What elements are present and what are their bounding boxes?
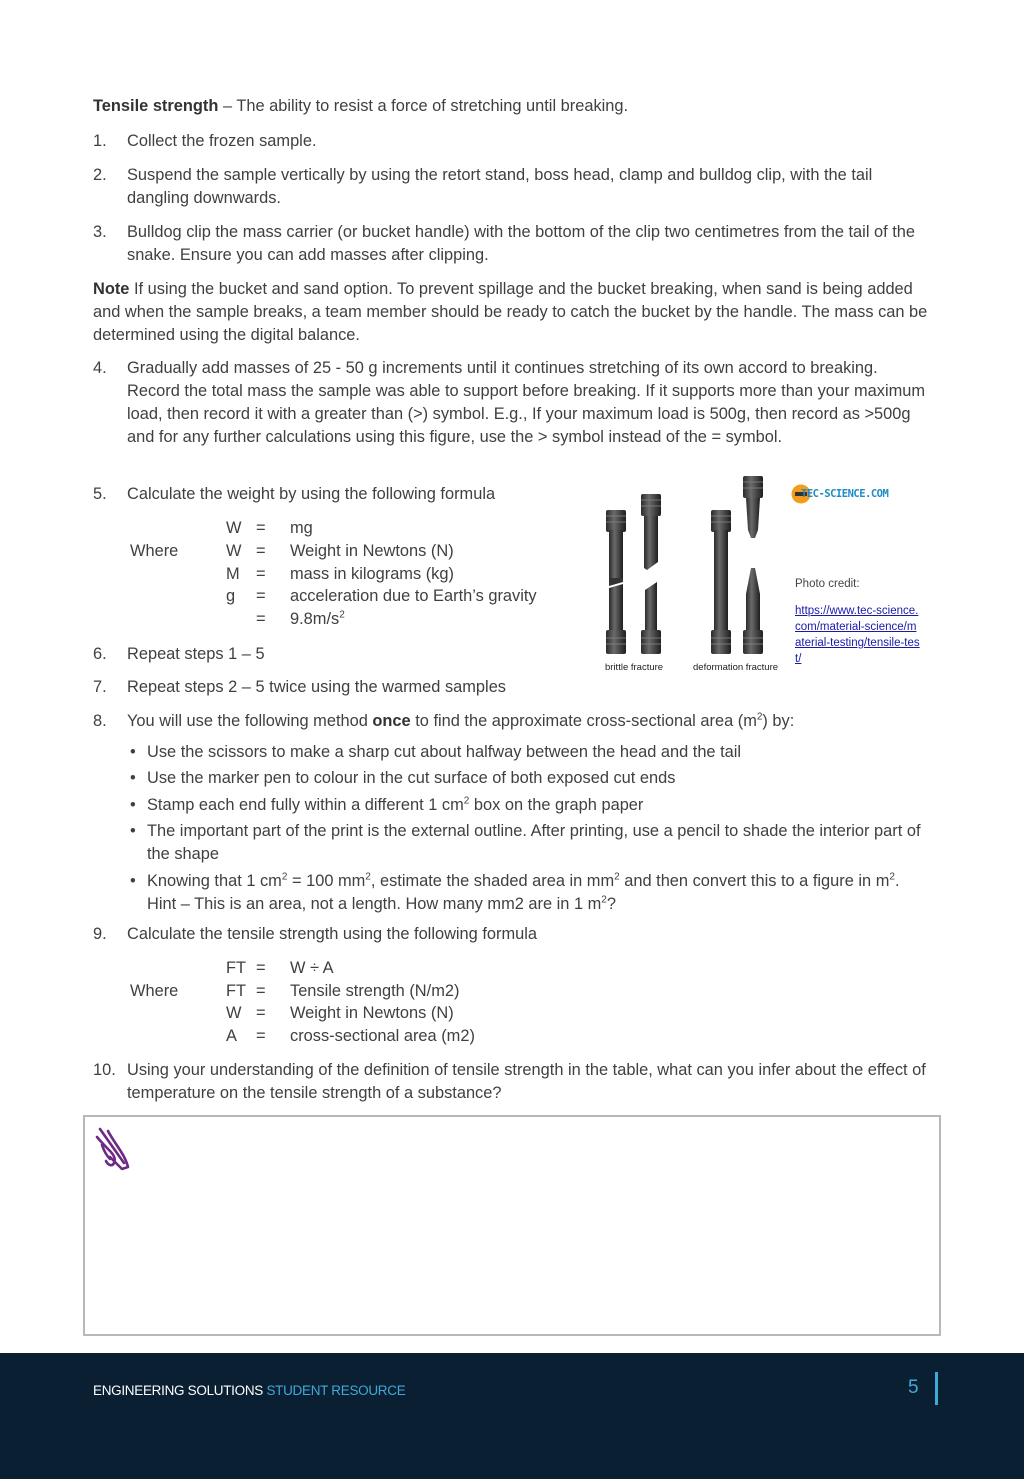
fracture-specimens-image [595, 472, 785, 672]
formula-definition: $9.8m/s^2$ [290, 609, 345, 628]
step-text: Using your understanding of the definition of tensile strength in the table, what can you infer about the effect of temperature on the tensile strength of a substance? [127, 1061, 926, 1102]
formula-symbol: A [226, 1027, 237, 1045]
brittle-fracture-caption: brittle fracture [605, 662, 664, 673]
formula-definition: W ÷ A [290, 959, 334, 977]
formula-definition: mass in kilograms (kg) [290, 565, 454, 583]
page-number: 5 [908, 1377, 919, 1398]
formula-definition: Weight in Newtons (N) [290, 542, 454, 560]
formula-equals: = [256, 1004, 266, 1022]
note-text: If using the bucket and sand option. To prevent spillage and the bucket breaking, when sand is being added and when the sample breaks, a team member should be ready to catch the bucket by the handle. The mass can be determined using the digital balance. [93, 280, 928, 344]
formula-equals: = [256, 1027, 266, 1045]
formula-definition: Tensile strength (N/m2) [290, 982, 460, 1000]
formula-definition: Weight in Newtons (N) [290, 1004, 454, 1022]
definition-text: – The ability to resist a force of stretching until breaking. [218, 97, 629, 115]
formula-definition: cross-sectional area (m2) [290, 1027, 475, 1045]
step-number: 9. [93, 925, 107, 943]
list-item: Use the scissors to make a sharp cut about halfway between the head and the tail [147, 743, 742, 761]
bullet-dot: • [130, 769, 136, 787]
bullet-dot: • [130, 743, 136, 761]
formula-equals: = [256, 959, 266, 977]
list-item: Stamp each end fully within a different 1 $cm^2$ box on the graph paper [147, 795, 644, 814]
formula-symbol: FT [226, 982, 247, 1000]
formula-symbol: FT [226, 959, 247, 977]
step-number: 3. [93, 223, 107, 241]
pen-hand-icon [94, 1125, 134, 1173]
footer-brand-name: ENGINEERING SOLUTIONS [93, 1383, 263, 1398]
formula-definition: mg [290, 519, 313, 537]
step-text: Repeat steps 2 – 5 twice using the warmed samples [127, 678, 507, 696]
step-text: You will use the following method once to find the approximate cross-sectional area $(m^2)$ by: [127, 711, 795, 730]
formula-symbol: g [226, 587, 236, 605]
step-number: 7. [93, 678, 107, 696]
formula-equals: = [256, 610, 266, 628]
deformation-fracture-caption: deformation fracture [693, 662, 779, 673]
definition-line [93, 95, 928, 118]
formula-equals: = [256, 565, 266, 583]
bullet-dot: • [130, 872, 136, 890]
formula-symbol: W [226, 519, 242, 537]
tensile-fracture-figure [595, 472, 925, 672]
bullet-dot: • [130, 822, 136, 840]
step-number: 5. [93, 485, 107, 503]
formula-definition: acceleration due to Earth’s gravity [290, 587, 537, 605]
formula-symbol: W [226, 1004, 242, 1022]
bullet-dot: • [130, 796, 136, 814]
answer-box[interactable] [83, 1115, 941, 1336]
formula-equals: = [256, 982, 266, 1000]
step-text: Gradually add masses of 25 - 50 g increments until it continues stretching of its own accord to breaking. Record the total mass the sample was able to support before breaking. If it supports more than your maximum load, then record it with a greater than (>) symbol. E.g., If your maximum load is 500g, then record as >500g and for any further calculations using this figure, use the > symbol instead of the = symbol. [127, 359, 926, 446]
list-item: The important part of the print is the external outline. After printing, use a pencil to shade the interior part of the shape [147, 822, 921, 863]
where-label: Where [130, 542, 179, 560]
step-text: Collect the frozen sample. [127, 132, 317, 150]
where-label: Where [130, 982, 179, 1000]
photo-credit-link[interactable]: https://www.tec-science.com/material-science/material-testing/tensile-test/ [795, 605, 920, 665]
formula-symbol: M [226, 565, 240, 583]
step-text: Calculate the weight by using the following formula [127, 485, 496, 503]
step-number: 4. [93, 359, 107, 377]
note-label: Note [93, 280, 130, 298]
photo-credit-label: Photo credit: [795, 578, 860, 590]
footer-resource-label: STUDENT RESOURCE [266, 1383, 406, 1398]
formula-equals: = [256, 519, 266, 537]
definition-term: Tensile strength [93, 97, 219, 115]
list-item: Use the marker pen to colour in the cut surface of both exposed cut ends [147, 769, 676, 787]
page-number-divider [935, 1372, 938, 1405]
formula-equals: = [256, 542, 266, 560]
page-footer [0, 1353, 1024, 1479]
step-number: 6. [93, 645, 107, 663]
formula-equals: = [256, 587, 266, 605]
step-number: 8. [93, 712, 107, 730]
step-text: Repeat steps 1 – 5 [127, 645, 265, 663]
step-number: 1. [93, 132, 107, 150]
step-number: 2. [93, 166, 107, 184]
tec-science-logo-text: TEC-SCIENCE.COM [801, 488, 889, 500]
step-number: 10. [93, 1061, 116, 1079]
step-text: Suspend the sample vertically by using the retort stand, boss head, clamp and bulldog clip, with the tail dangling downwards. [127, 166, 873, 207]
list-item: Knowing that 1 $cm^2 = 100$ $mm^2$, estimate the shaded area in $mm^2$ and then convert this to a figure in $m^2$. Hint – This is an area, not a length. How many mm2 are in 1 $m^2$? [147, 871, 900, 913]
footer-brand [93, 1379, 405, 1402]
note-paragraph [93, 278, 928, 347]
step-text: Bulldog clip the mass carrier (or bucket handle) with the bottom of the clip two centimetres from the tail of the snake. Ensure you can add masses after clipping. [127, 223, 916, 264]
step-text: Calculate the tensile strength using the following formula [127, 925, 537, 943]
formula-symbol: W [226, 542, 242, 560]
